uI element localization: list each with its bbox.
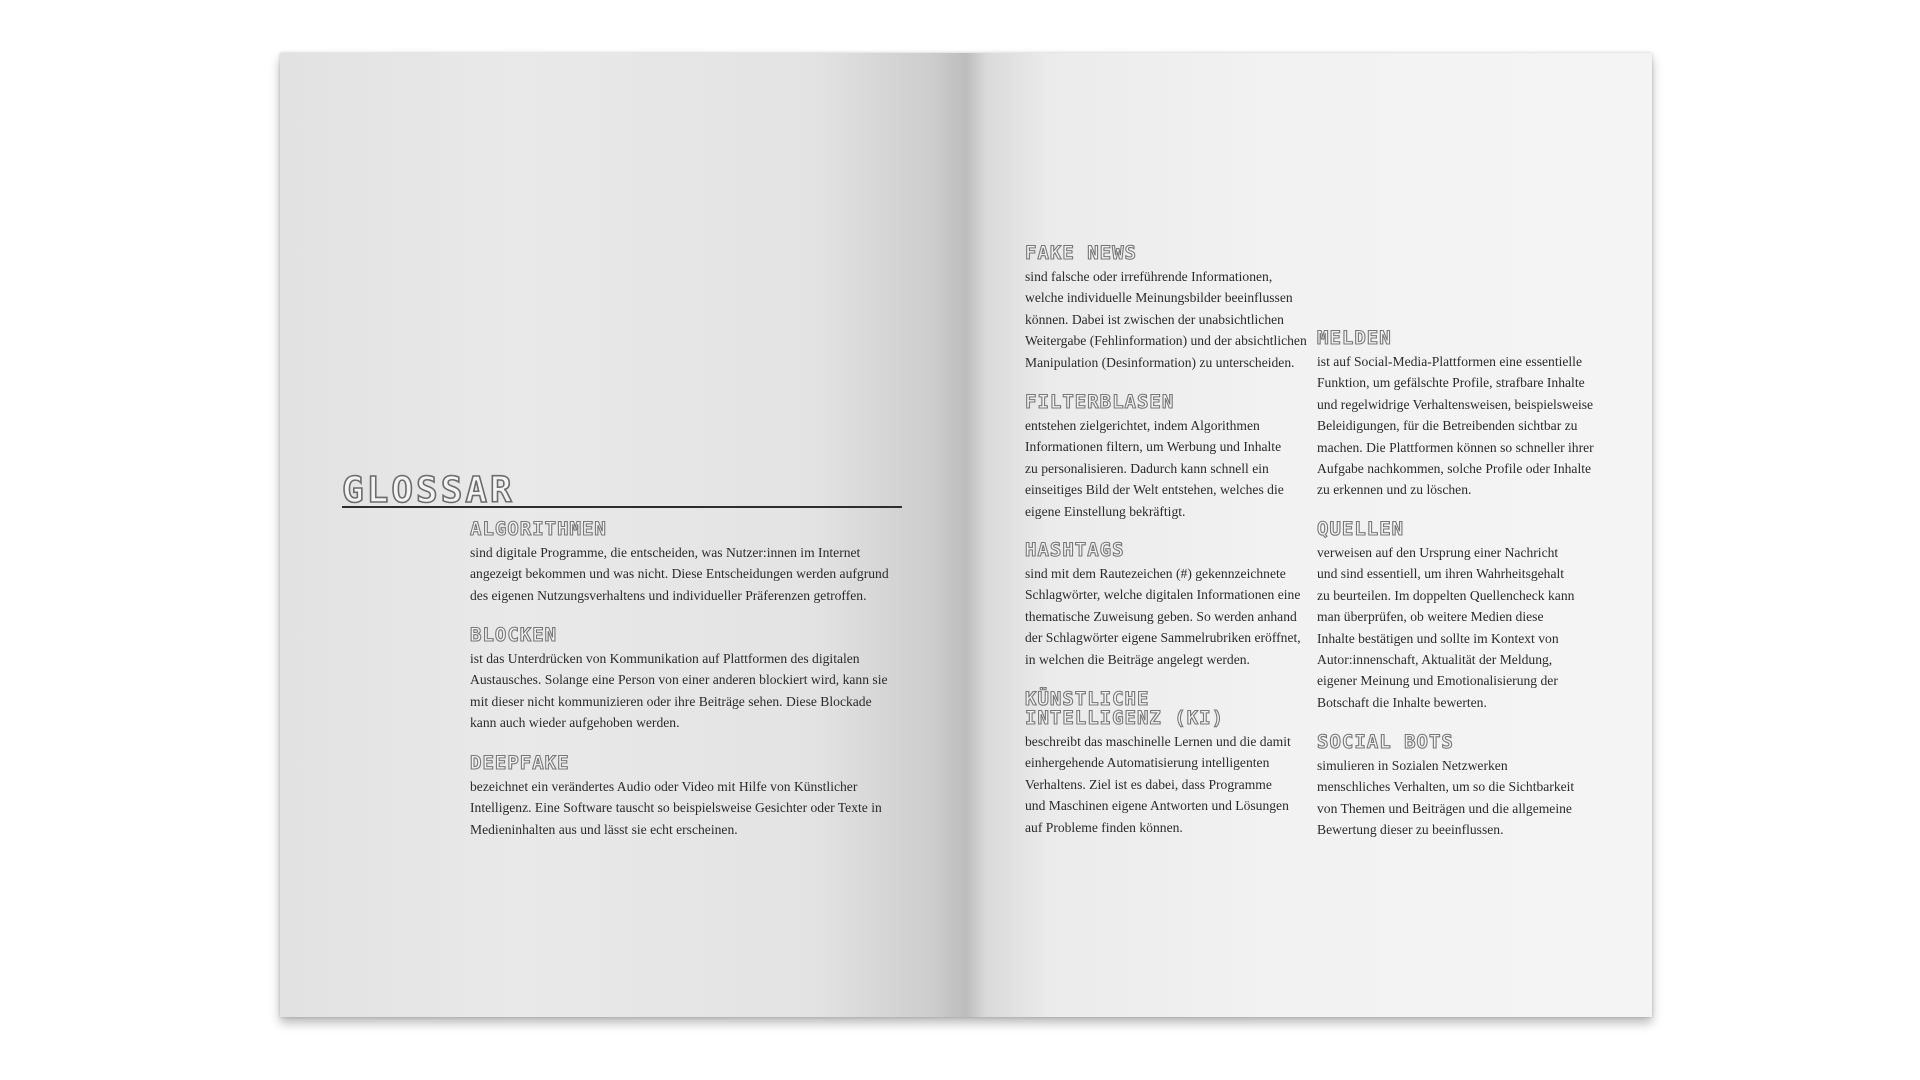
- entry-term: BLOCKEN: [470, 624, 558, 646]
- desc-line: Manipulation (Desinformation) zu unterscheiden.: [1025, 354, 1295, 370]
- desc-line: Verhaltens. Ziel ist es dabei, dass Programme: [1025, 776, 1272, 792]
- entry-description: [1025, 266, 1307, 373]
- term-line: INTELLIGENZ (KI): [1025, 707, 1225, 729]
- desc-line: ist auf Social-Media-Plattformen eine essentielle: [1317, 354, 1582, 369]
- desc-line: entstehen zielgerichtet, indem Algorithmen: [1025, 418, 1260, 433]
- entry-description: [1025, 563, 1301, 670]
- entry-description: [470, 542, 889, 606]
- desc-line: Weitergabe (Fehlinformation) und der absichtlichen: [1025, 333, 1307, 349]
- desc-line: Botschaft die Inhalte bewerten.: [1317, 694, 1487, 710]
- desc-line: zu beurteilen. Im doppelten Quellencheck kann: [1317, 587, 1575, 603]
- desc-line: kann auch wieder aufgehoben werden.: [470, 715, 680, 731]
- desc-line: einseitiges Bild der Welt entstehen, welches die: [1025, 482, 1284, 498]
- desc-line: bezeichnet ein verändertes Audio oder Video mit Hilfe von Künstlicher: [470, 779, 858, 794]
- desc-line: Bewertung dieser zu beeinflussen.: [1317, 822, 1504, 838]
- desc-line: von Themen und Beiträgen und die allgemeine: [1317, 800, 1572, 816]
- entry-description: [1025, 731, 1291, 838]
- entry-filterblasen: [1025, 393, 1284, 522]
- desc-line: thematische Zuweisung geben. So werden anhand: [1025, 608, 1297, 624]
- desc-line: Schlagwörter, welche digitalen Informationen eine: [1025, 587, 1301, 603]
- desc-line: des eigenen Nutzungsverhaltens und individueller Präferenzen getroffen.: [470, 587, 867, 603]
- desc-line: Aufgabe nachkommen, solche Profile oder Inhalte: [1317, 461, 1592, 477]
- entry-description: [1317, 755, 1574, 841]
- term-line: KÜNSTLICHE: [1025, 688, 1150, 710]
- left-page: [280, 53, 966, 1017]
- entry-term: ALGORITHMEN: [470, 518, 607, 540]
- entry-term: HASHTAGS: [1025, 539, 1125, 561]
- entry-deepfake: [470, 754, 882, 840]
- desc-line: beschreibt das maschinelle Lernen und die damit: [1025, 734, 1291, 749]
- entry-melden: [1317, 329, 1594, 501]
- booklet-spread: [280, 53, 1652, 1017]
- desc-line: Autor:innenschaft, Aktualität der Meldung,: [1317, 652, 1553, 668]
- desc-line: in welchen die Beiträge angelegt werden.: [1025, 651, 1250, 667]
- desc-line: können. Dabei ist zwischen der unabsichtlichen: [1025, 311, 1284, 327]
- entry-description: [1025, 415, 1284, 522]
- entry-social-bots: [1317, 733, 1574, 841]
- desc-line: und sind essentiell, um ihren Wahrheitsgehalt: [1317, 566, 1565, 582]
- desc-line: Funktion, um gefälschte Profile, strafbare Inhalte: [1317, 375, 1585, 391]
- desc-line: sind digitale Programme, die entscheiden, was Nutzer:innen im Internet: [470, 545, 861, 560]
- desc-line: verweisen auf den Ursprung einer Nachricht: [1317, 545, 1559, 560]
- entry-term: FAKE NEWS: [1025, 242, 1137, 264]
- right-page: [966, 53, 1652, 1017]
- desc-line: zu personalisieren. Dadurch kann schnell ein: [1025, 460, 1269, 476]
- desc-line: simulieren in Sozialen Netzwerken: [1317, 758, 1508, 773]
- entry-term: FILTERBLASEN: [1025, 391, 1175, 413]
- entry-term: DEEPFAKE: [470, 752, 570, 774]
- entry-term: [1025, 690, 1291, 728]
- entry-description: [1317, 542, 1574, 713]
- title-underline: [342, 506, 902, 508]
- entry-term: MELDEN: [1317, 327, 1392, 349]
- desc-line: Intelligenz. Eine Software tauscht so beispielsweise Gesichter oder Texte in: [470, 800, 882, 816]
- entry-kuenstliche-intelligenz: [1025, 690, 1291, 838]
- entry-quellen: [1317, 520, 1574, 713]
- entry-algorithmen: [470, 520, 889, 606]
- entry-term: QUELLEN: [1317, 518, 1405, 540]
- desc-line: der Schlagwörter eigene Sammelrubriken eröffnet,: [1025, 630, 1301, 646]
- desc-line: man überprüfen, ob weitere Medien diese: [1317, 609, 1544, 625]
- desc-line: Beleidigungen, für die Betreibenden sichtbar zu: [1317, 418, 1578, 434]
- desc-line: zu erkennen und zu löschen.: [1317, 482, 1472, 498]
- desc-line: ist das Unterdrücken von Kommunikation auf Plattformen des digitalen: [470, 651, 860, 666]
- desc-line: Inhalte bestätigen und sollte im Kontext von: [1317, 630, 1559, 646]
- entry-description: [1317, 351, 1594, 501]
- desc-line: angezeigt bekommen und was nicht. Diese Entscheidungen werden aufgrund: [470, 566, 889, 582]
- desc-line: einhergehende Automatisierung intelligenten: [1025, 755, 1270, 771]
- entry-blocken: [470, 626, 888, 734]
- desc-line: sind mit dem Rautezeichen (#) gekennzeichnete: [1025, 566, 1286, 581]
- desc-line: Medieninhalten aus und lässt sie echt erscheinen.: [470, 821, 738, 837]
- desc-line: sind falsche oder irreführende Informationen,: [1025, 269, 1273, 284]
- desc-line: machen. Die Plattformen können so schneller ihrer: [1317, 439, 1594, 455]
- desc-line: auf Probleme finden können.: [1025, 819, 1183, 835]
- desc-line: eigene Einstellung bekräftigt.: [1025, 503, 1186, 519]
- desc-line: menschliches Verhalten, um so die Sichtbarkeit: [1317, 779, 1575, 795]
- desc-line: welche individuelle Meinungsbilder beeinflussen: [1025, 290, 1293, 306]
- entry-hashtags: [1025, 541, 1301, 670]
- entry-description: [470, 776, 882, 840]
- entry-description: [470, 648, 888, 734]
- desc-line: eigener Meinung und Emotionalisierung der: [1317, 673, 1558, 689]
- desc-line: und Maschinen eigene Antworten und Lösungen: [1025, 798, 1289, 814]
- entry-fake-news: [1025, 244, 1307, 373]
- glossary-title: GLOSSAR: [342, 470, 515, 511]
- desc-line: und regelwidrige Verhaltensweisen, beispielsweise: [1317, 396, 1594, 412]
- desc-line: Austausches. Solange eine Person von einer anderen blockiert wird, kann sie: [470, 672, 888, 688]
- entry-term: SOCIAL BOTS: [1317, 731, 1454, 753]
- desc-line: Informationen filtern, um Werbung und Inhalte: [1025, 439, 1282, 455]
- desc-line: mit dieser nicht kommunizieren oder ihre Beiträge sehen. Diese Blockade: [470, 693, 872, 709]
